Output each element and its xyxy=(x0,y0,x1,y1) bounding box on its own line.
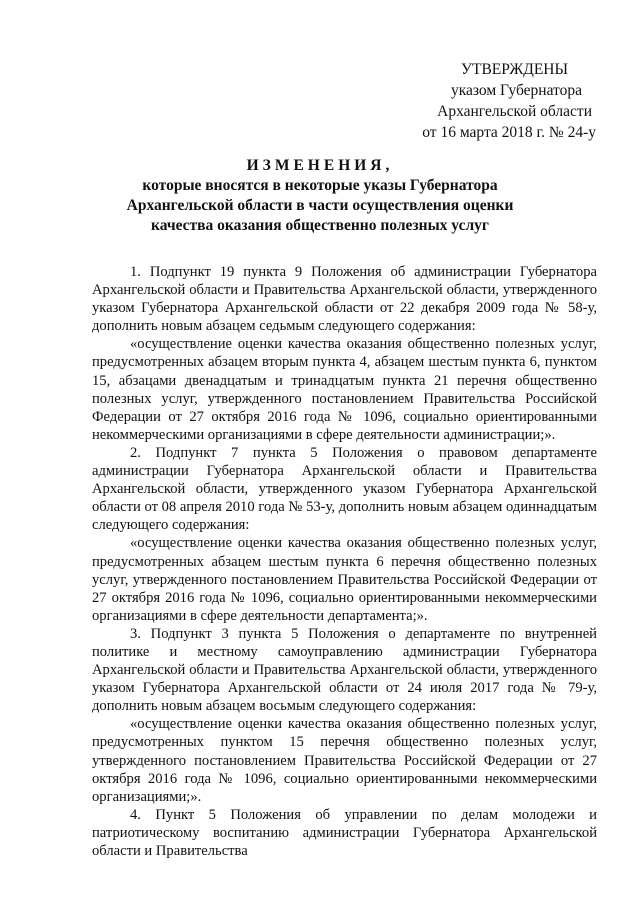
paragraph-quote-2: «осуществление оценки качества оказания общественно полезных услуг, предусмотренных абзацем шестым пункта 6 перечня общественно полезных услуг, утвержденного постановлением Правительства Российской Федерации от 27 октября 2016 года № 1096, социально ориентированными некоммерческими организациями в сфере деятельности департамента;». xyxy=(92,535,597,624)
paragraph-quote-1: «осуществление оценки качества оказания общественно полезных услуг, предусмотренных абзацем вторым пункта 4, абзацем шестым пункта 6, пунктом 15, абзацами двенадцатым и тринадцатым пункта 21 перечня общественно полезных услуг, утвержденного постановлением Правительства Российской Федерации от 27 октября 2016 года № 1096, социально ориентированными некоммерческими организациями в сфере деятельности администрации;». xyxy=(92,336,597,443)
title-line-1: которые вносятся в некоторые указы Губернатора xyxy=(142,177,498,194)
paragraph-item-3: 3. Подпункт 3 пункта 5 Положения о департаменте по внутренней политике и местному самоуправлению администрации Губернатора Архангельской области и Правительства Архангельской области, утвержденного указом Губернатора Архангельской области от 24 июля 2017 года № 79-у, дополнить новым абзацем восьмым следующего содержания: xyxy=(92,625,597,715)
title-line-3: качества оказания общественно полезных услуг xyxy=(151,217,489,234)
document-body xyxy=(92,263,597,860)
paragraph-item-4: 4. Пункт 5 Положения об управлении по делам молодежи и патриотическому воспитанию администрации Губернатора Архангельской области и Правительства xyxy=(92,806,597,859)
approval-line-date: от 16 марта 2018 г. № 24-у xyxy=(422,124,596,141)
paragraph-item-2: 2. Подпункт 7 пункта 5 Положения о правовом департаменте администрации Губернатора Архангельской области и Правительства Архангельской области, утвержденного указом Губернатора Архангельской области от 08 апреля 2010 года № 53-у, дополнить новым абзацем одиннадцатым следующего содержания: xyxy=(92,444,597,534)
title-heading: ИЗМЕНЕНИЯ, xyxy=(246,157,394,174)
paragraph-quote-3: «осуществление оценки качества оказания общественно полезных услуг, предусмотренных пунктом 15 перечня общественно полезных услуг, утвержденного постановлением Правительства Российской Федерации от 27 октября 2016 года № 1096, социально ориентированными некоммерческими организациями;». xyxy=(92,716,597,805)
approval-line-decree: указом Губернатора xyxy=(450,82,582,99)
approval-heading: УТВЕРЖДЕНЫ xyxy=(461,61,568,78)
paragraph-item-1: 1. Подпункт 19 пункта 9 Положения об администрации Губернатора Архангельской области и Правительства Архангельской области, утвержденного указом Губернатора Архангельской области от 22 декабря 2009 года № 58-у, дополнить новым абзацем седьмым следующего содержания: xyxy=(92,264,597,335)
document-title xyxy=(0,156,640,236)
approval-line-region: Архангельской области xyxy=(437,103,592,120)
approval-stamp xyxy=(422,59,596,143)
title-line-2: Архангельской области в части осуществления оценки xyxy=(126,197,514,214)
